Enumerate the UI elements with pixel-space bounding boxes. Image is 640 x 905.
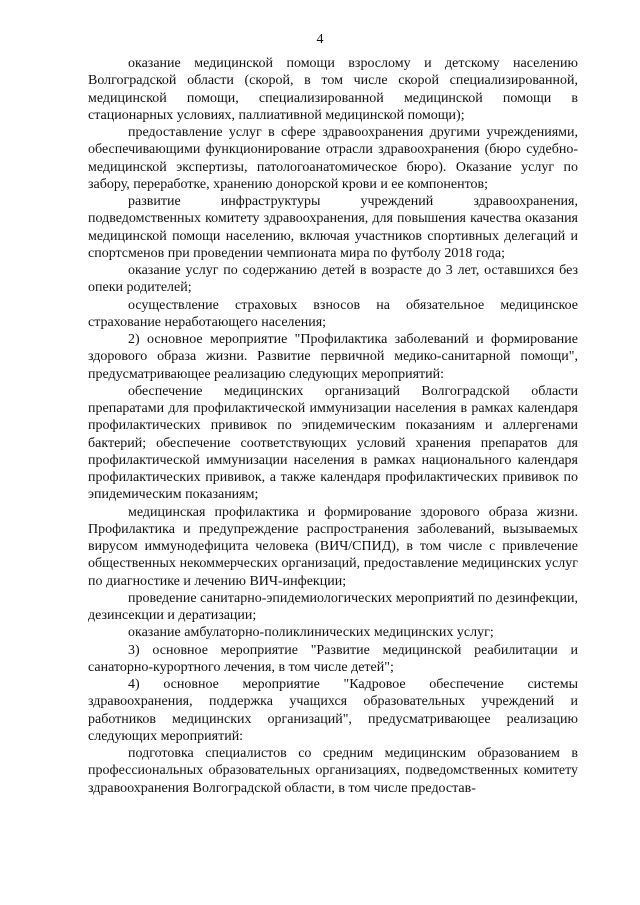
paragraph-outpatient: оказание амбулаторно-поликлинических медицинских услуг; bbox=[128, 625, 494, 641]
paragraph-medical-care: оказание медицинской помощи взрослому и детскому населению Волгоградской области (скорой, в том числе скорой специализированной, медицинской помощи, специализированной медицинской помощи в стационарных условиях, паллиативной медицинской помощи); bbox=[88, 56, 578, 123]
page-number: 4 bbox=[316, 32, 324, 47]
paragraph-measure-3: 3) основное мероприятие "Развитие медицинской реабилитации и санаторно-курортного лечения, в том числе детей"; bbox=[88, 642, 578, 675]
paragraph-insurance: осуществление страховых взносов на обязательное медицинское страхование неработающего населения; bbox=[88, 297, 578, 330]
paragraph-training: подготовка специалистов со средним медицинским образованием в профессиональных образовательных организациях, подведомственных комитету здравоохранения Волгоградской области, в том числе предостав- bbox=[88, 746, 578, 796]
paragraph-measure-4: 4) основное мероприятие "Кадровое обеспечение системы здравоохранения, поддержка учащихся образовательных учреждений и работников медицинских организаций", предусматривающее реализацию следующих мероприятий: bbox=[88, 677, 578, 744]
paragraph-infrastructure: развитие инфраструктуры учреждений здравоохранения, подведомственных комитету здравоохранения, для повышения качества оказания медицинской помощи населению, включая участников спортивных делегаций и спортсменов при проведении чемпионата мира по футболу 2018 года; bbox=[88, 194, 578, 261]
document-body bbox=[88, 55, 578, 797]
paragraph-prevention: медицинская профилактика и формирование здорового образа жизни. Профилактика и предупреждение распространения заболеваний, вызываемых вирусом иммунодефицита человека (ВИЧ/СПИД), в том числе с привлечение общественных некоммерческих организаций, предоставление медицинских услуг по диагностике и лечению ВИЧ-инфекции; bbox=[88, 504, 578, 589]
paragraph-sanitary: проведение санитарно-эпидемиологических мероприятий по дезинфекции, дезинсекции и дератизации; bbox=[88, 590, 578, 623]
paragraph-healthcare-services: предоставление услуг в сфере здравоохранения другими учреждениями, обеспечивающими функционирование отрасли здравоохранения (бюро судебно-медицинской экспертизы, патологоанатомическое бюро). Оказание услуг по забору, переработке, хранению донорской крови и ее компонентов; bbox=[88, 125, 578, 192]
paragraph-child-care: оказание услуг по содержанию детей в возрасте до 3 лет, оставшихся без опеки родителей; bbox=[88, 263, 578, 296]
paragraph-immunization: обеспечение медицинских организаций Волгоградской области препаратами для профилактической иммунизации населения в рамках календаря профилактических прививок по эпидемическим показаниям и аллергенами бактерий; обеспечение соответствующих условий хранения препаратов для профилактической иммунизации населения в рамках национального календаря профилактических прививок, а также календаря профилактических прививок по эпидемическим показаниям; bbox=[88, 383, 578, 503]
paragraph-measure-2: 2) основное мероприятие "Профилактика заболеваний и формирование здорового образа жизни. Развитие первичной медико-санитарной помощи", предусматривающее реализацию следующих мероприятий: bbox=[88, 332, 578, 382]
